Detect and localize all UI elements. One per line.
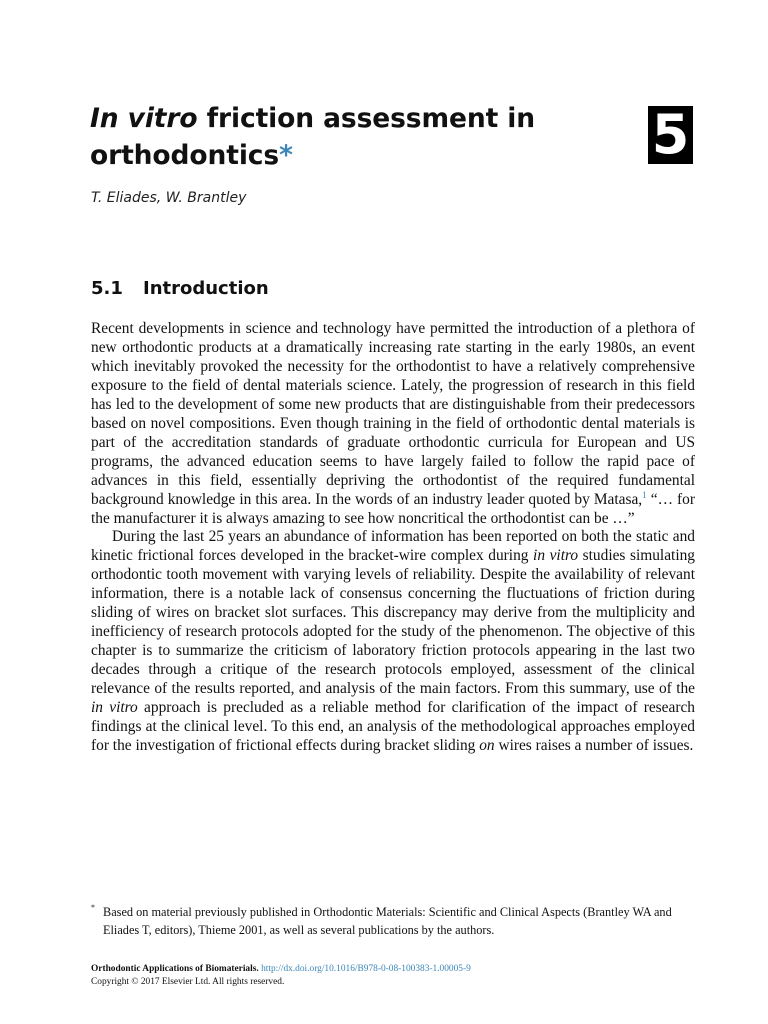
body-text xyxy=(91,320,695,756)
paragraph-2-text-b: studies simulating orthodontic tooth movement with varying levels of reliability. Despite the availability of relevant information, there is a notable lack of consensus concerning the fluctuations of friction during sliding of wires on bracket slot surfaces. This discrepancy may derive from the multiplicity and inefficiency of research protocols adopted for the study of the phenomenon. The objective of this chapter is to summarize the criticism of laboratory friction protocols appearing in the last two decades through a critique of the research protocols employed, assessment of the clinical relevance of the results reported, and analysis of the main factors. From this summary, use of the xyxy=(91,547,695,698)
paragraph-2-text-c: approach is precluded as a reliable method for clarification of the impact of research findings at the clinical level. To this end, an analysis of the methodological approaches employed for the investigation of frictional effects during bracket sliding xyxy=(91,699,695,754)
book-title: Orthodontic Applications of Biomaterials. xyxy=(91,964,259,974)
footnote-marker: * xyxy=(91,903,95,912)
paragraph-2-text-a: During the last 25 years an abundance of information has been reported on both the static and kinetic frictional forces developed in the bracket-wire complex during xyxy=(91,528,695,565)
paragraph-1 xyxy=(91,320,695,528)
reference-link[interactable]: 1 xyxy=(642,489,647,500)
section-heading xyxy=(91,278,269,299)
chapter-title-italic: In vitro xyxy=(90,103,198,134)
footnote-text: Based on material previously published in Orthodontic Materials: Scientific and Clinical Aspects (Brantley WA and Eliades T, editors), Thieme 2001, as well as several publications by the authors. xyxy=(103,905,672,937)
imprint-citation-line xyxy=(91,963,711,976)
paragraph-2-italic-a: in vitro xyxy=(533,547,579,565)
paragraph-1-text: Recent developments in science and technology have permitted the introduction of a plethora of new orthodontic products at a dramatically increasing rate starting in the early 1980s, an event which inevitably provoked the necessity for the orthodontist to have a relatively comprehensive exposure to the field of dental materials science. Lately, the progression of research in this field has led to the development of some new products that are distinguishable from their predecessors based on novel compositions. Even though training in the field of orthodontic dental materials is part of the accreditation standards of graduate orthodontic curricula for European and US programs, the advanced education seems to have largely failed to follow the rapid pace of advances in this field, essentially depriving the orthodontist of the required fundamental background knowledge in this area. In the words of an industry leader quoted by Matasa, xyxy=(91,320,695,508)
chapter-title-text: friction assessment in orthodontics xyxy=(90,103,536,171)
section-number: 5.1 xyxy=(91,278,123,299)
paragraph-2-italic-c: on xyxy=(479,736,495,754)
paragraph-2 xyxy=(91,528,695,755)
paragraph-2-text-d: wires raises a number of issues. xyxy=(494,736,694,754)
chapter-number-badge: 5 xyxy=(648,106,693,164)
paragraph-2-italic-b: in vitro xyxy=(91,699,138,717)
imprint xyxy=(91,963,711,989)
chapter-title xyxy=(90,100,610,174)
paragraph-1-quote: “… for the manufacturer it is always amazing to see how noncritical the orthodontist can be …” xyxy=(91,490,695,527)
doi-link[interactable]: http://dx.doi.org/10.1016/B978-0-08-100383-1.00005-9 xyxy=(261,964,471,974)
title-footnote-marker[interactable]: * xyxy=(279,140,293,171)
footnote xyxy=(91,903,695,939)
copyright-notice: Copyright © 2017 Elsevier Ltd. All rights reserved. xyxy=(91,977,285,987)
chapter-authors: T. Eliades, W. Brantley xyxy=(91,190,247,206)
section-title: Introduction xyxy=(143,278,269,299)
